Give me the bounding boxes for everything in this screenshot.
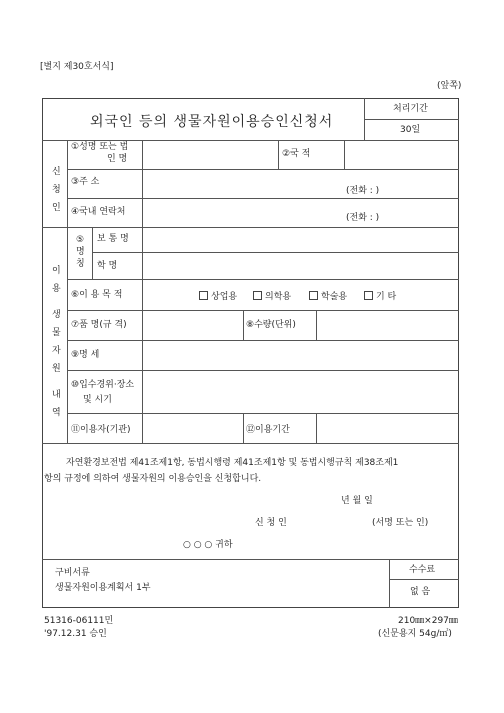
footer-code: 51316-06111민 xyxy=(44,616,114,626)
domestic-phone: (전화 : ) xyxy=(346,213,380,223)
acquisition-label-1: ⑩입수경위·장소 xyxy=(71,380,135,390)
user-field[interactable] xyxy=(145,415,240,440)
processing-period-label: 처리기간 xyxy=(393,104,428,114)
common-name-label: 보 통 명 xyxy=(97,234,129,244)
fee-label: 수수료 xyxy=(409,565,436,575)
fee-value: 없 음 xyxy=(410,587,431,597)
sign-note: (서명 또는 인) xyxy=(372,518,429,528)
nationality-field[interactable] xyxy=(347,142,455,166)
checkbox-icon xyxy=(364,291,373,300)
item-label: ⑦품 명(규 격) xyxy=(71,320,127,330)
attachments-label: 구비서류 xyxy=(55,568,90,578)
common-name-field[interactable] xyxy=(145,229,455,249)
page-side: (앞쪽) xyxy=(437,81,462,91)
scientific-name-label: 학 명 xyxy=(97,261,118,271)
checkbox-icon xyxy=(309,291,318,300)
quantity-field[interactable] xyxy=(319,312,455,337)
period-field[interactable] xyxy=(319,415,455,440)
detail-label: ⑨명 세 xyxy=(71,350,100,360)
purpose-option-academic[interactable]: 학술용 xyxy=(309,291,347,302)
nationality-label: ②국 적 xyxy=(282,149,311,159)
checkbox-icon xyxy=(253,291,262,300)
purpose-option-medical[interactable]: 의학용 xyxy=(253,291,291,302)
applicant-sign-label: 신 청 인 xyxy=(255,518,287,528)
resource-section-label: 이 용 생 물 자 원 내 역 xyxy=(52,266,61,418)
date-line: 년 월 일 xyxy=(341,496,373,506)
attachments-item: 생물자원이용계획서 1부 xyxy=(55,583,151,593)
form-title: 외국인 등의 생물자원이용승인신청서 xyxy=(90,114,334,130)
recipient: ○ ○ ○ 귀하 xyxy=(183,540,233,550)
name-group-label: ⑤ 명 칭 xyxy=(76,235,85,269)
address-label: ③주 소 xyxy=(71,177,100,187)
domestic-contact-label: ④국내 연락처 xyxy=(71,207,126,217)
item-field[interactable] xyxy=(145,312,240,337)
statement-line-2: 항의 규정에 의하여 생물자원의 이용승인을 신청합니다. xyxy=(44,474,262,484)
paper-type: (신문용지 54g/㎡) xyxy=(378,629,452,639)
applicant-section-label: 신 청 인 xyxy=(52,167,61,213)
paper-size: 210㎜×297㎜ xyxy=(398,616,458,626)
statement-line-1: 자연환경보전법 제41조제1항, 동법시행령 제41조제1항 및 동법시행규칙 제38조제1 xyxy=(66,458,399,468)
acquisition-field[interactable] xyxy=(145,372,455,410)
period-label: ⑫이용기간 xyxy=(246,425,290,435)
detail-field[interactable] xyxy=(145,342,455,367)
name-label-1: ①성명 또는 법 xyxy=(71,142,129,152)
name-field[interactable] xyxy=(145,142,275,166)
purpose-option-other[interactable]: 기 타 xyxy=(364,291,396,302)
purpose-option-commercial[interactable]: 상업용 xyxy=(199,291,237,302)
name-label-2: 인 명 xyxy=(107,154,128,164)
quantity-label: ⑧수량(단위) xyxy=(246,320,296,330)
form-code: [별지 제30호서식] xyxy=(40,62,114,72)
domestic-contact-field[interactable] xyxy=(145,200,345,224)
user-label: ⑪이용자(기관) xyxy=(71,425,131,435)
acquisition-label-2: 및 시기 xyxy=(83,395,112,405)
address-phone: (전화 : ) xyxy=(346,186,380,196)
checkbox-icon xyxy=(199,291,208,300)
scientific-name-field[interactable] xyxy=(145,254,455,276)
purpose-label: ⑥이 용 목 적 xyxy=(71,290,123,300)
footer-date: '97.12.31 승인 xyxy=(44,629,107,639)
address-field[interactable] xyxy=(145,171,345,195)
processing-period-value: 30일 xyxy=(400,125,421,135)
